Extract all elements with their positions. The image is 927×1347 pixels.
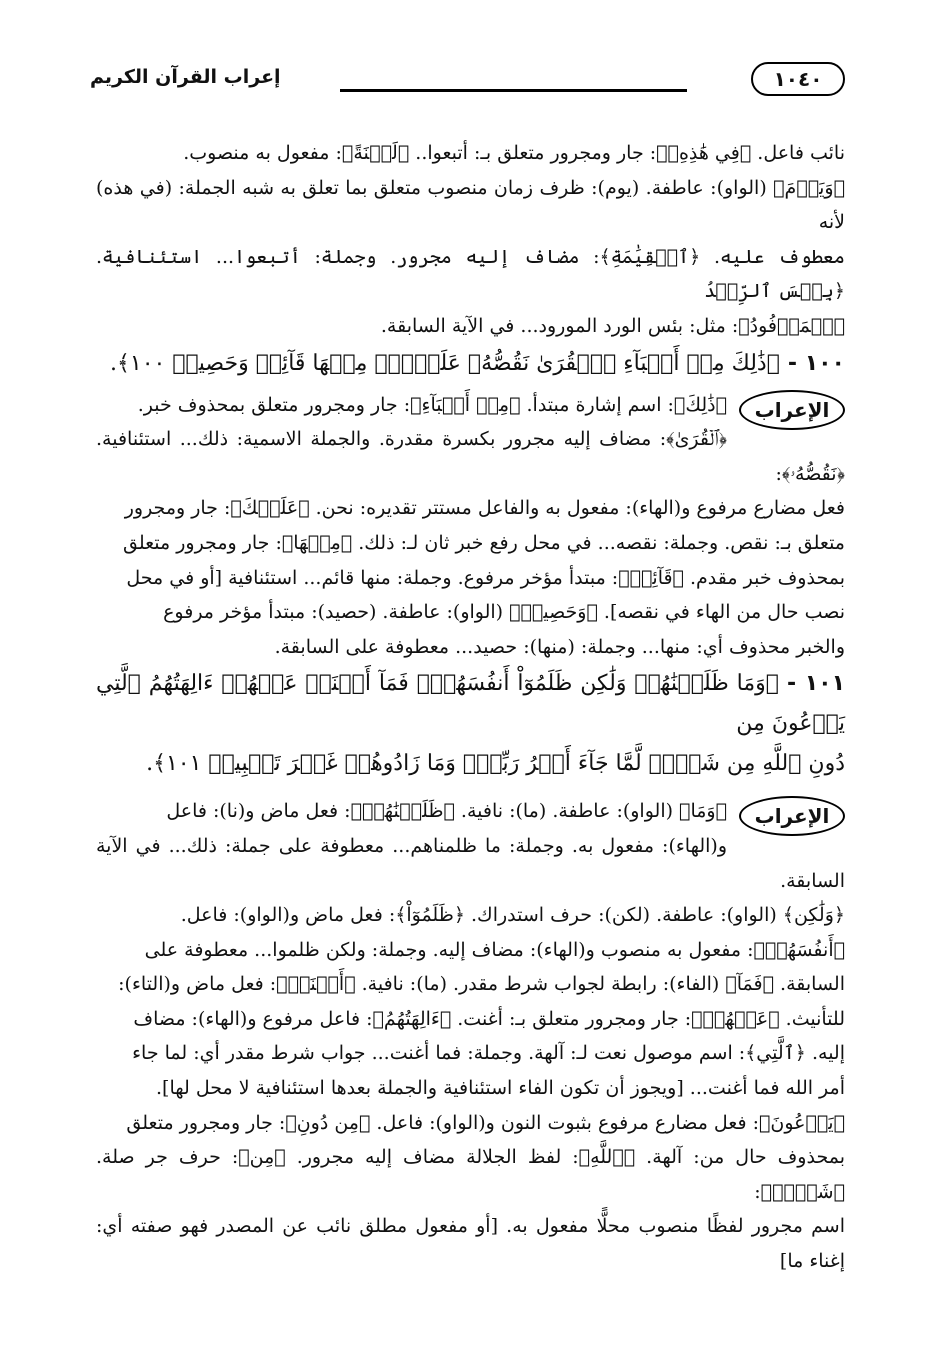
text-line: ﴿أَنفُسَهُمۡ﴾: مفعول به منصوب و(الهاء): مضاف إليه. وجملة: ولكن ظلموا... معطوفة على [144,938,845,961]
text-line: ﴿وَيَوۡمَ﴾ (الواو): عاطفة. (يوم): ظرف زمان منصوب متعلق بما تعلق به شبه الجملة: (في هذه) لأنه [96,176,845,234]
verse-100 [96,344,845,384]
page-number: ١٠٤٠ [751,62,845,96]
book-title: إعراب القرآن الكريم [90,66,281,88]
text-line: نصب حال من الهاء في نقصه]. ﴿وَحَصِيدٞ﴾ (الواو): عاطفة. (حصيد): مبتدأ مؤخر مرفوع [163,601,845,624]
page-content [96,136,845,1279]
text-line: ﴿يَدۡعُونَ﴾: فعل مضارع مرفوع بثبوت النون و(الواو): فاعل. ﴿مِن دُونِ﴾: جار ومجرور متعلق [126,1111,845,1134]
verse-text: ﴿وَمَا ظَلَمۡنَٰهُمۡ وَلَٰكِن ظَلَمُوٓاْ أَنفُسَهُمۡۖ فَمَآ أَغۡنَتۡ عَنۡهُمۡ ءَالِهَتُهُمُ ٱلَّتِي يَدۡعُونَ مِن [96,671,845,737]
text-line: فعل مضارع مرفوع و(الهاء): مفعول به والفاعل مستتر تقديره: نحن. ﴿عَلَيۡكَ﴾: جار ومجرور [124,497,845,520]
text-line: ﴿ذَٰلِكَ﴾: اسم إشارة مبتدأ. ﴿مِنۡ أَنۢبَآءِ﴾: جار ومجرور متعلق بمحذوف خبر. [137,393,727,416]
text-line: ﴿وَمَا﴾ (الواو): عاطفة. (ما): نافية. ﴿ظَلَمۡنَٰهُمۡ﴾: فعل ماض و(نا): فاعل [166,800,727,823]
verse-101 [96,664,845,744]
intro-section [96,136,845,344]
text-line: ﴿وَلَٰكِن﴾ (الواو): عاطفة. (لكن): حرف استدراك. ﴿ظَلَمُوٓاْ﴾: فعل ماض و(الواو): فاعل. [180,904,845,927]
verse-text: ﴿ذَٰلِكَ مِنۡ أَنۢبَآءِ ٱلۡقُرَىٰ نَقُصُّهُۥ عَلَيۡكَۖ مِنۡهَا قَآئِمٞ وَحَصِيدٞ ١٠٠﴾. [110,350,780,376]
text-line: بمحذوف خبر مقدم. ﴿قَآئِمٞ﴾: مبتدأ مؤخر مرفوع. وجملة: منها قائم... استئنافية [أو في محل [126,566,845,589]
irab-section-100 [96,388,845,665]
irab-badge: الإعراب [739,390,845,430]
text-line: نائب فاعل. ﴿فِي هَٰذِهِۦ﴾: جار ومجرور متعلق بـ: أتبعوا.. ﴿لَعۡنَةً﴾: مفعول به منصوب. [183,142,845,164]
text-line: ٱلۡمَرۡفُودُ﴾: مثل: بئس الورد المورود... في الآية السابقة. [380,314,845,337]
text-line: متعلق بـ: نقص. وجملة: نقصه... في محل رفع خبر ثان لـ: ذلك. ﴿مِنۡهَا﴾: جار ومجرور متعلق [122,531,845,554]
text-line: اسم مجرور لفظًا منصوب محلًّا مفعول به. [أو مفعول مطلق نائب عن المصدر فهو صفته أي: إغناء ما] [96,1215,845,1273]
text-line: السابقة. ﴿فَمَآ﴾ (الفاء): رابطة لجواب شرط مقدر. (ما): نافية. ﴿أَغۡنَتۡ﴾: فعل ماض و(التاء): [118,973,845,996]
verse-number: ١٠١ - [787,671,846,697]
text-line: إليه. ﴿ٱلَّتِي﴾: اسم موصول نعت لـ: آلهة. وجملة: فما أغنت... جواب شرط مقدر أي: لما جاء [132,1042,845,1065]
text-line: ﴿ٱلۡقُرَىٰ﴾: مضاف إليه مجرور بكسرة مقدرة. والجملة الاسمية: ذلك... استئنافية. ﴿نَقُصُّهُۥ﴾: [96,428,845,485]
text-line: بمحذوف حال من: آلهة. ﴿ٱللَّهِ﴾: لفظ الجلالة مضاف إليه مجرور. ﴿مِن﴾: حرف جر صلة. ﴿شَيۡءٖ﴾: [96,1146,845,1203]
text-line: معطوف عليه. ﴿ٱلۡقِيَٰمَةِ﴾: مضاف إليه مجرور. وجملة: أتبعوا... استئنافية. ﴿بِئۡسَ ٱلرِّفۡدُ [96,245,845,303]
verse-number: ١٠٠ - [787,350,845,376]
header-rule [340,89,687,92]
text-line: و(الهاء): مفعول به. وجملة: ما ظلمناهم... معطوفة على جملة: ذلك... في الآية السابقة. [96,834,845,892]
page-header [90,58,845,102]
text-line: والخبر محذوف أي: منها... وجملة: (منها): حصيد... معطوفة على السابقة. [274,635,845,658]
verse-101-cont: دُونِ ٱللَّهِ مِن شَيۡءٖ لَّمَّا جَآءَ أَمۡرُ رَبِّكَۖ وَمَا زَادُوهُمۡ غَيۡرَ تَتۡبِيبٖ ١٠١﴾. [146,751,845,777]
text-line: أمر الله فما أغنت... [ويجوز أن تكون الفاء استئنافية والجملة بعدها استئنافية لا محل لها]. [156,1077,845,1100]
text-line: للتأنيث. ﴿عَنۡهُمۡ﴾: جار ومجرور متعلق بـ: أغنت. ﴿ءَالِهَتُهُمُ﴾: فاعل مرفوع و(الهاء): مضاف [133,1007,845,1030]
irab-badge: الإعراب [739,796,845,836]
irab-section-101 [96,794,845,1278]
